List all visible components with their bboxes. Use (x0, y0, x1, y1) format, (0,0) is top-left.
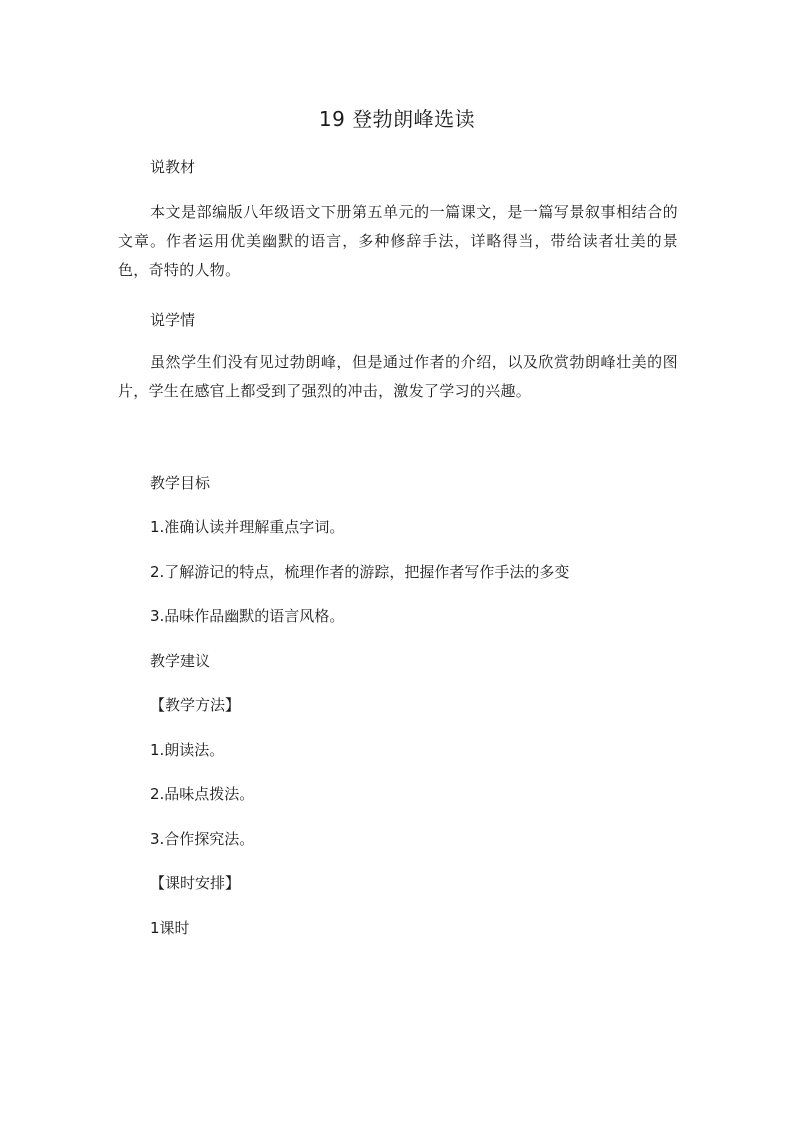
heading-methods: 【教学方法】 (150, 696, 241, 714)
goal-item-2: 2.了解游记的特点，梳理作者的游踪，把握作者写作手法的多变 (150, 563, 570, 581)
heading-schedule: 【课时安排】 (150, 874, 241, 892)
heading-suggestions: 教学建议 (150, 652, 211, 670)
method-item-2: 2.品味点拨法。 (150, 785, 255, 803)
page-title: 19 登勃朗峰选读 (318, 107, 476, 131)
goal-item-1: 1.准确认读并理解重点字词。 (150, 518, 345, 536)
schedule-text: 1课时 (150, 919, 190, 937)
paragraph-students: 虽然学生们没有见过勃朗峰，但是通过作者的介绍，以及欣赏勃朗峰壮美的图片，学生在感官上都受到了强烈的冲击，激发了学习的兴趣。 (118, 353, 678, 400)
heading-textbook: 说教材 (150, 158, 196, 176)
paragraph-textbook: 本文是部编版八年级语文下册第五单元的一篇课文，是一篇写景叙事相结合的文章。作者运用优美幽默的语言，多种修辞手法，详略得当，带给读者壮美的景色，奇特的人物。 (118, 203, 678, 279)
method-item-3: 3.合作探究法。 (150, 830, 255, 848)
heading-students: 说学情 (150, 311, 196, 329)
method-item-1: 1.朗读法。 (150, 741, 225, 759)
heading-goals: 教学目标 (150, 474, 211, 492)
goal-item-3: 3.品味作品幽默的语言风格。 (150, 607, 345, 625)
